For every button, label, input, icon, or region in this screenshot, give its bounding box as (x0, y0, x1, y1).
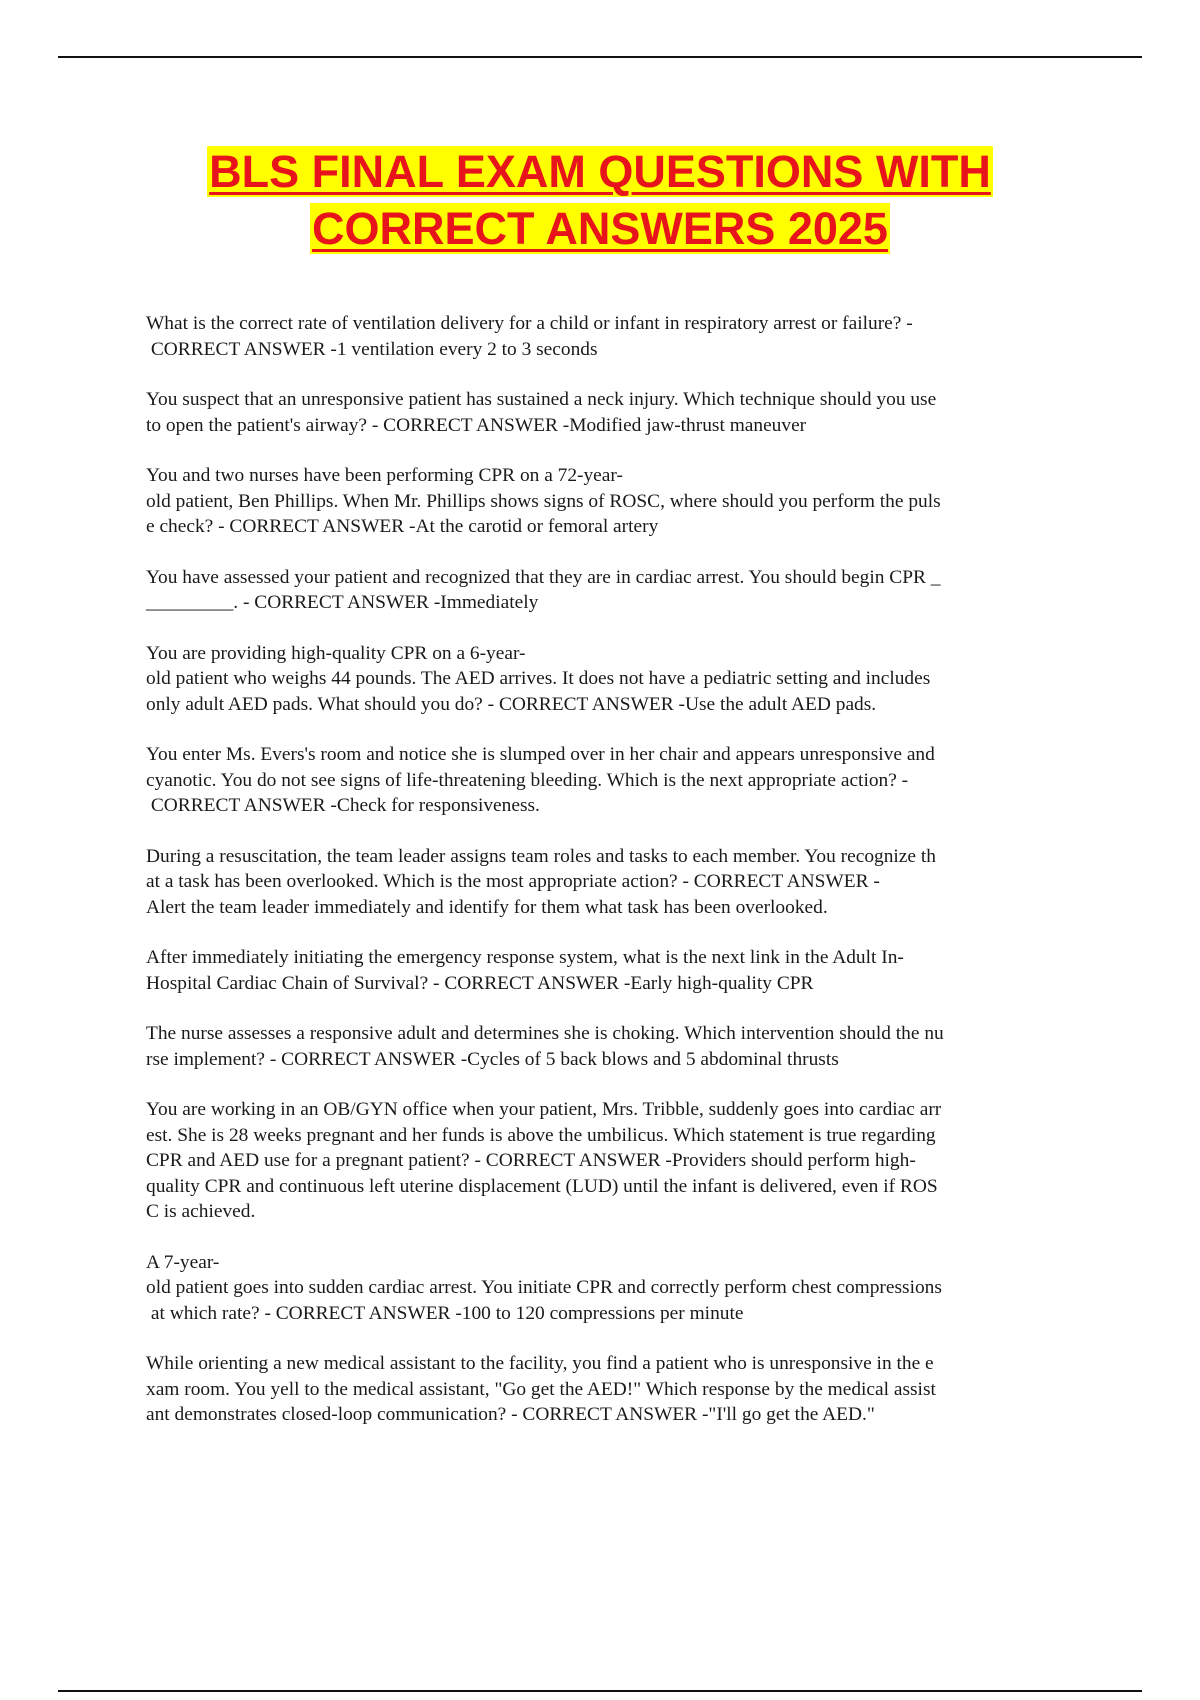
qa-item: The nurse assesses a responsive adult and determines she is choking. Which intervention should the nu rse implement? - CORRECT ANSWER -Cycles of 5 back blows and 5 abdominal thrusts (146, 1023, 944, 1070)
qa-item: A 7-year- old patient goes into sudden cardiac arrest. You initiate CPR and correctly perform chest compressions at which rate? - CORRECT ANSWER -100 to 120 compressions per minute (146, 1251, 942, 1324)
qa-item: You and two nurses have been performing CPR on a 72-year- old patient, Ben Phillips. When Mr. Phillips shows signs of ROSC, where should you perform the puls e check? - CORRECT ANSWER -At the carotid or femoral artery (146, 465, 941, 537)
qa-item: You have assessed your patient and recognized that they are in cardiac arrest. You should begin CPR _ _________. - CORRECT ANSWER -Immediately (146, 566, 941, 613)
qa-item: You enter Ms. Evers's room and notice she is slumped over in her chair and appears unresponsive and cyanotic. You do not see signs of life-threatening bleeding. Which is the next appropriate action? - CORRECT ANSWER -Check for responsiveness. (146, 744, 935, 816)
qa-item: What is the correct rate of ventilation delivery for a child or infant in respiratory arrest or failure? - CORRECT ANSWER -1 ventilation every 2 to 3 seconds (146, 313, 913, 360)
title-line-1: BLS FINAL EXAM QUESTIONS WITH (209, 146, 991, 197)
qa-item: While orienting a new medical assistant to the facility, you find a patient who is unresponsive in the e xam room. You yell to the medical assistant, "Go get the AED!" Which response by the medical assist ant demonstrates closed-loop communication? - CORRECT ANSWER -"I'll go get the AED." (146, 1353, 936, 1425)
bottom-divider (58, 1690, 1142, 1692)
qa-item: During a resuscitation, the team leader assigns team roles and tasks to each member. You recognize th at a task has been overlooked. Which is the most appropriate action? - CORRECT ANSWER - Alert the team leader immediately and identify for them what task has been overlooked. (146, 845, 936, 918)
qa-item: You are providing high-quality CPR on a 6-year- old patient who weighs 44 pounds. The AED arrives. It does not have a pediatric setting and includes only adult AED pads. What should you do? - CORRECT ANSWER -Use the adult AED pads. (146, 642, 931, 715)
qa-item: You suspect that an unresponsive patient has sustained a neck injury. Which technique should you use to open the patient's airway? - CORRECT ANSWER -Modified jaw-thrust maneuver (146, 389, 937, 436)
document-title (0, 143, 1200, 257)
question-answer-list (146, 311, 1092, 1453)
top-divider (58, 56, 1142, 58)
title-line-2: CORRECT ANSWERS 2025 (312, 203, 888, 254)
qa-item: You are working in an OB/GYN office when your patient, Mrs. Tribble, suddenly goes into cardiac arr est. She is 28 weeks pregnant and her funds is above the umbilicus. Which statement is true regarding CPR and AED use for a pregnant patient? - CORRECT ANSWER -Providers should perform high- quality CPR and continuous left uterine displacement (LUD) until the infant is delivered, even if ROS C is achieved. (146, 1099, 942, 1222)
qa-item: After immediately initiating the emergency response system, what is the next link in the Adult In- Hospital Cardiac Chain of Survival? - CORRECT ANSWER -Early high-quality CPR (146, 947, 904, 994)
